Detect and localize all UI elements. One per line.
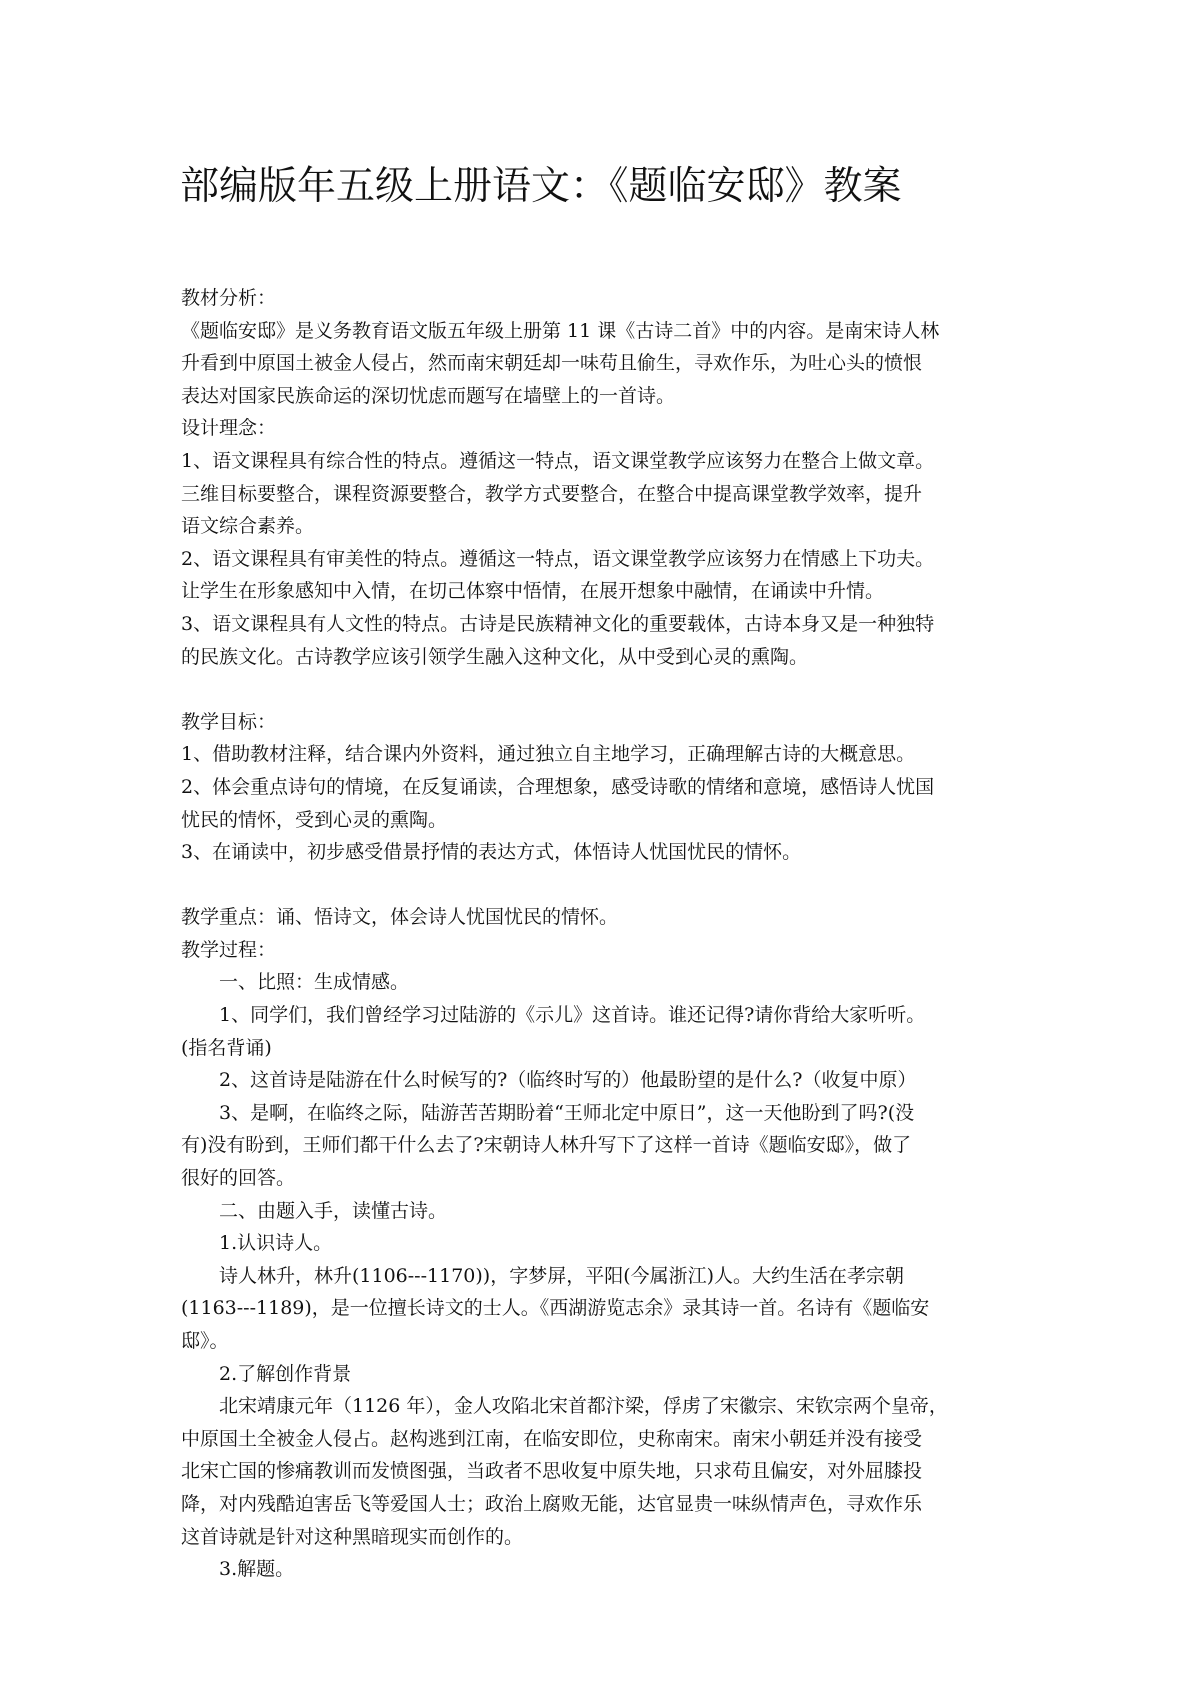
subheading-line: 1.认识诗人。 [219,1232,333,1255]
section-heading-teaching-goals: 教学目标： [181,710,277,733]
section-heading-teaching-process: 教学过程： [181,938,277,961]
subheading-line: 一、比照：生成情感。 [219,971,410,994]
paragraph-line: 的民族文化。古诗教学应该引领学生融入这种文化，从中受到心灵的熏陶。 [181,645,809,668]
paragraph-line: 3、是啊，在临终之际，陆游苦苦期盼着“王师北定中原日”，这一天他盼到了吗?(没 [219,1101,915,1124]
paragraph-line: 中原国土全被金人侵占。赵构逃到江南，在临安即位，史称南宋。南宋小朝廷并没有接受 [181,1427,923,1450]
page-title: 部编版年五级上册语文：《题临安邸》教案 [180,164,902,209]
paragraph-line: 1、借助教材注释，结合课内外资料，通过独立自主地学习，正确理解古诗的大概意思。 [181,743,916,766]
section-heading-textbook-analysis: 教材分析： [181,287,277,309]
section-heading-teaching-focus: 教学重点：诵、悟诗文，体会诗人忧国忧民的情怀。 [181,906,619,929]
paragraph-line: 2、语文课程具有审美性的特点。遵循这一特点，语文课堂教学应该努力在情感上下功夫。 [181,547,935,570]
paragraph-line: 三维目标要整合，课程资源要整合，教学方式要整合，在整合中提高课堂教学效率，提升 [181,482,923,505]
paragraph-line: 邸》。 [181,1330,229,1352]
paragraph-line: 1、语文课程具有综合性的特点。遵循这一特点，语文课堂教学应该努力在整合上做文章。 [181,449,935,472]
subheading-line: 二、由题入手，读懂古诗。 [219,1199,448,1222]
blank-line [181,673,1036,706]
paragraph-line: 北宋靖康元年（1126 年），金人攻陷北宋首都汴梁，俘虏了宋徽宗、宋钦宗两个皇帝， [219,1395,948,1418]
paragraph-line: 诗人林升，林升(1106---1170))，字梦屏，平阳(今属浙江)人。大约生活在孝宗朝 [219,1264,905,1287]
paragraph-line: 北宋亡国的惨痛教训而发愤图强，当政者不思收复中原失地，只求苟且偏安，对外屈膝投 [181,1460,923,1483]
paragraph-line: (1163---1189)，是一位擅长诗文的士人。《西湖游览志余》录其诗一首。名诗有《题临安 [181,1297,930,1320]
blank-line [181,869,1036,902]
paragraph-line: (指名背诵) [181,1036,272,1059]
paragraph-line: 这首诗就是针对这种黑暗现实而创作的。 [181,1525,524,1548]
subheading-line: 2.了解创作背景 [219,1362,352,1385]
paragraph-line: 3、语文课程具有人文性的特点。古诗是民族精神文化的重要载体，古诗本身又是一种独特 [181,612,935,635]
paragraph-line: 2、这首诗是陆游在什么时候写的?（临终时写的）他最盼望的是什么?（收复中原） [219,1069,917,1092]
paragraph-line: 忧民的情怀，受到心灵的熏陶。 [181,808,448,831]
subheading-line: 3.解题。 [219,1558,295,1581]
paragraph-line: 3、在诵读中，初步感受借景抒情的表达方式，体悟诗人忧国忧民的情怀。 [181,841,802,864]
paragraph-line: 1、同学们，我们曾经学习过陆游的《示儿》这首诗。谁还记得?请你背给大家听听。 [219,1004,926,1027]
paragraph-line: 升看到中原国土被金人侵占，然而南宋朝廷却一味苟且偷生，寻欢作乐，为吐心头的愤恨 [181,352,923,375]
section-heading-design-concept: 设计理念： [181,417,277,440]
paragraph-line: 表达对国家民族命运的深切忧虑而题写在墙壁上的一首诗。 [181,384,676,407]
document-body [181,282,1036,1586]
paragraph-line: 让学生在形象感知中入情，在切己体察中悟情，在展开想象中融情，在诵读中升情。 [181,580,885,603]
paragraph-line: 很好的回答。 [181,1167,296,1190]
paragraph-line: 有)没有盼到，王师们都干什么去了?宋朝诗人林升写下了这样一首诗《题临安邸》，做了 [181,1134,912,1157]
paragraph-line: 2、体会重点诗句的情境，在反复诵读，合理想象，感受诗歌的情绪和意境，感悟诗人忧国 [181,775,935,798]
paragraph-line: 降，对内残酷迫害岳飞等爱国人士；政治上腐败无能，达官显贵一味纵情声色，寻欢作乐 [181,1492,923,1515]
paragraph-line: 语文综合素养。 [181,515,315,538]
paragraph-line: 《题临安邸》是义务教育语文版五年级上册第 11 课《古诗二首》中的内容。是南宋诗人林 [181,319,940,342]
